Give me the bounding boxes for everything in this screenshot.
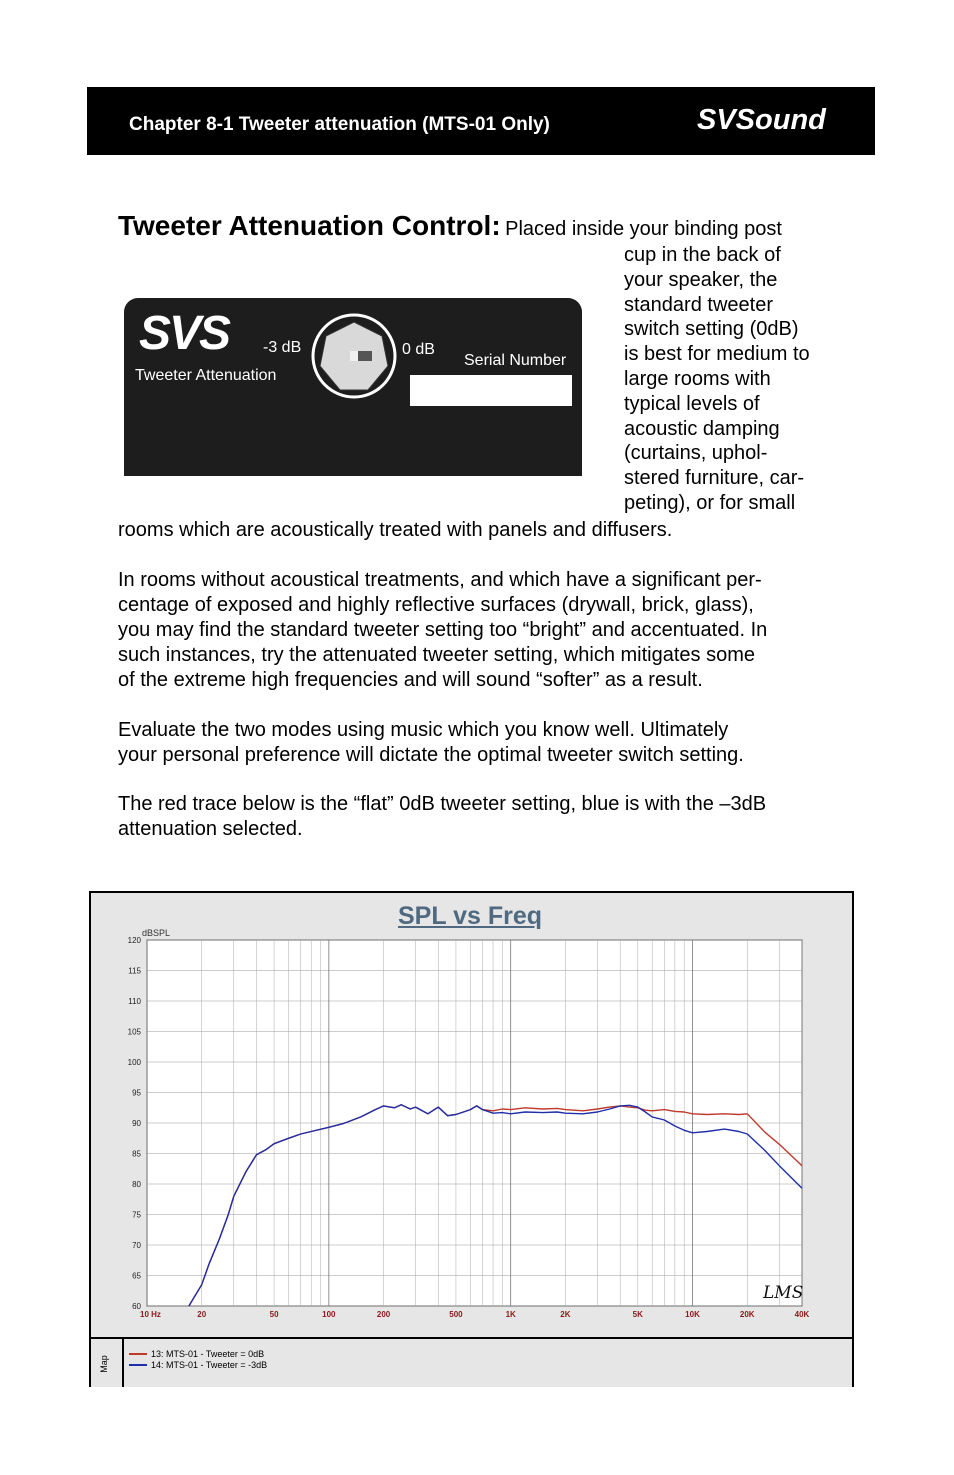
legend-side-tab — [91, 1339, 124, 1387]
y-tick-label: 110 — [128, 997, 141, 1006]
y-tick-label: 95 — [132, 1088, 141, 1098]
wrap-line: acoustic damping — [624, 417, 780, 440]
wrap-line: (curtains, uphol- — [624, 442, 768, 465]
wrap-line: your speaker, the — [624, 268, 778, 291]
y-tick-label: 100 — [127, 1058, 141, 1067]
y-tick-label: 120 — [127, 936, 141, 945]
svs-logo: SVS — [139, 307, 230, 360]
wrap-line: cup in the back of — [624, 244, 781, 266]
legend-label: 13: MTS-01 - Tweeter = 0dB — [151, 1349, 265, 1359]
x-tick-label: 50 — [269, 1310, 279, 1319]
legend-entry-blue — [129, 1360, 267, 1370]
x-tick-label: 10 Hz — [140, 1310, 161, 1319]
para3-line: your personal preference will dictate the optimal tweeter switch setting. — [118, 744, 744, 766]
wrap-line: is best for medium to — [624, 343, 810, 366]
wrap-line: typical levels of — [624, 392, 760, 415]
y-tick-label: 65 — [132, 1271, 141, 1281]
para2-line: centage of exposed and highly reflective surfaces (drywall, brick, glass), — [118, 594, 754, 616]
wrap-line: large rooms with — [624, 367, 771, 390]
intro-last-line: rooms which are acoustically treated with panels and diffusers. — [118, 519, 673, 541]
y-tick-label: 115 — [128, 966, 141, 976]
serial-number-label: Serial Number — [464, 352, 567, 369]
y-tick-label: 60 — [132, 1302, 141, 1311]
x-tick-label: 5K — [632, 1310, 643, 1319]
x-tick-label: 2K — [560, 1310, 571, 1319]
y-axis-label: dBSPL — [142, 928, 171, 938]
chapter-title: Chapter 8-1 Tweeter attenuation (MTS-01 Only) — [129, 114, 550, 135]
red-swatch-icon — [129, 1353, 147, 1355]
zero-db-label: 0 dB — [402, 341, 435, 358]
x-tick-label: 200 — [376, 1310, 391, 1319]
x-tick-label: 20 — [197, 1310, 207, 1319]
chart-title: SPL vs Freq — [398, 902, 543, 930]
wrap-line: switch setting (0dB) — [624, 318, 799, 341]
chart-legend — [91, 1337, 852, 1387]
wrap-line: stered furniture, car- — [624, 467, 805, 490]
legend-side-label: Map — [98, 1355, 109, 1373]
section-heading: Tweeter Attenuation Control: — [118, 210, 501, 241]
para2-line: of the extreme high frequencies and will sound “softer” as a result. — [118, 669, 703, 691]
para3-line: Evaluate the two modes using music which you know well. Ultimately — [118, 719, 729, 741]
legend-label: 14: MTS-01 - Tweeter = -3dB — [151, 1360, 268, 1370]
x-tick-label: 1K — [505, 1310, 516, 1319]
para4-line: attenuation selected. — [118, 818, 303, 840]
y-tick-label: 85 — [132, 1149, 141, 1159]
x-tick-label: 100 — [322, 1310, 336, 1319]
wrap-line: standard tweeter — [624, 293, 773, 316]
x-tick-label: 500 — [449, 1310, 463, 1319]
blue-swatch-icon — [129, 1364, 147, 1366]
y-tick-label: 80 — [132, 1180, 141, 1189]
brand-name: SVSound — [697, 104, 826, 136]
para2-line: In rooms without acoustical treatments, and which have a significant per- — [118, 569, 762, 591]
x-tick-label: 20K — [739, 1310, 755, 1319]
tweeter-attenuation-label: Tweeter Attenuation — [135, 367, 277, 384]
para4-line: The red trace below is the “flat” 0dB tweeter setting, blue is with the –3dB — [118, 793, 767, 815]
intro-first-line: Placed inside your binding post — [505, 218, 782, 240]
x-tick-label: 40K — [794, 1310, 810, 1319]
y-tick-label: 70 — [132, 1241, 141, 1250]
para2-line: you may find the standard tweeter setting too “bright” and accentuated. In — [118, 619, 768, 641]
legend-entry-red — [129, 1349, 264, 1359]
y-tick-label: 90 — [132, 1119, 141, 1128]
y-tick-label: 75 — [132, 1210, 141, 1220]
para2-line: such instances, try the attenuated tweeter setting, which mitigates some — [118, 644, 755, 666]
signature: LMS — [763, 1283, 804, 1303]
wrap-line: peting), or for small — [624, 491, 796, 514]
minus-3db-label: -3 dB — [263, 339, 302, 356]
y-tick-label: 105 — [127, 1027, 141, 1037]
x-tick-label: 10K — [685, 1310, 700, 1319]
